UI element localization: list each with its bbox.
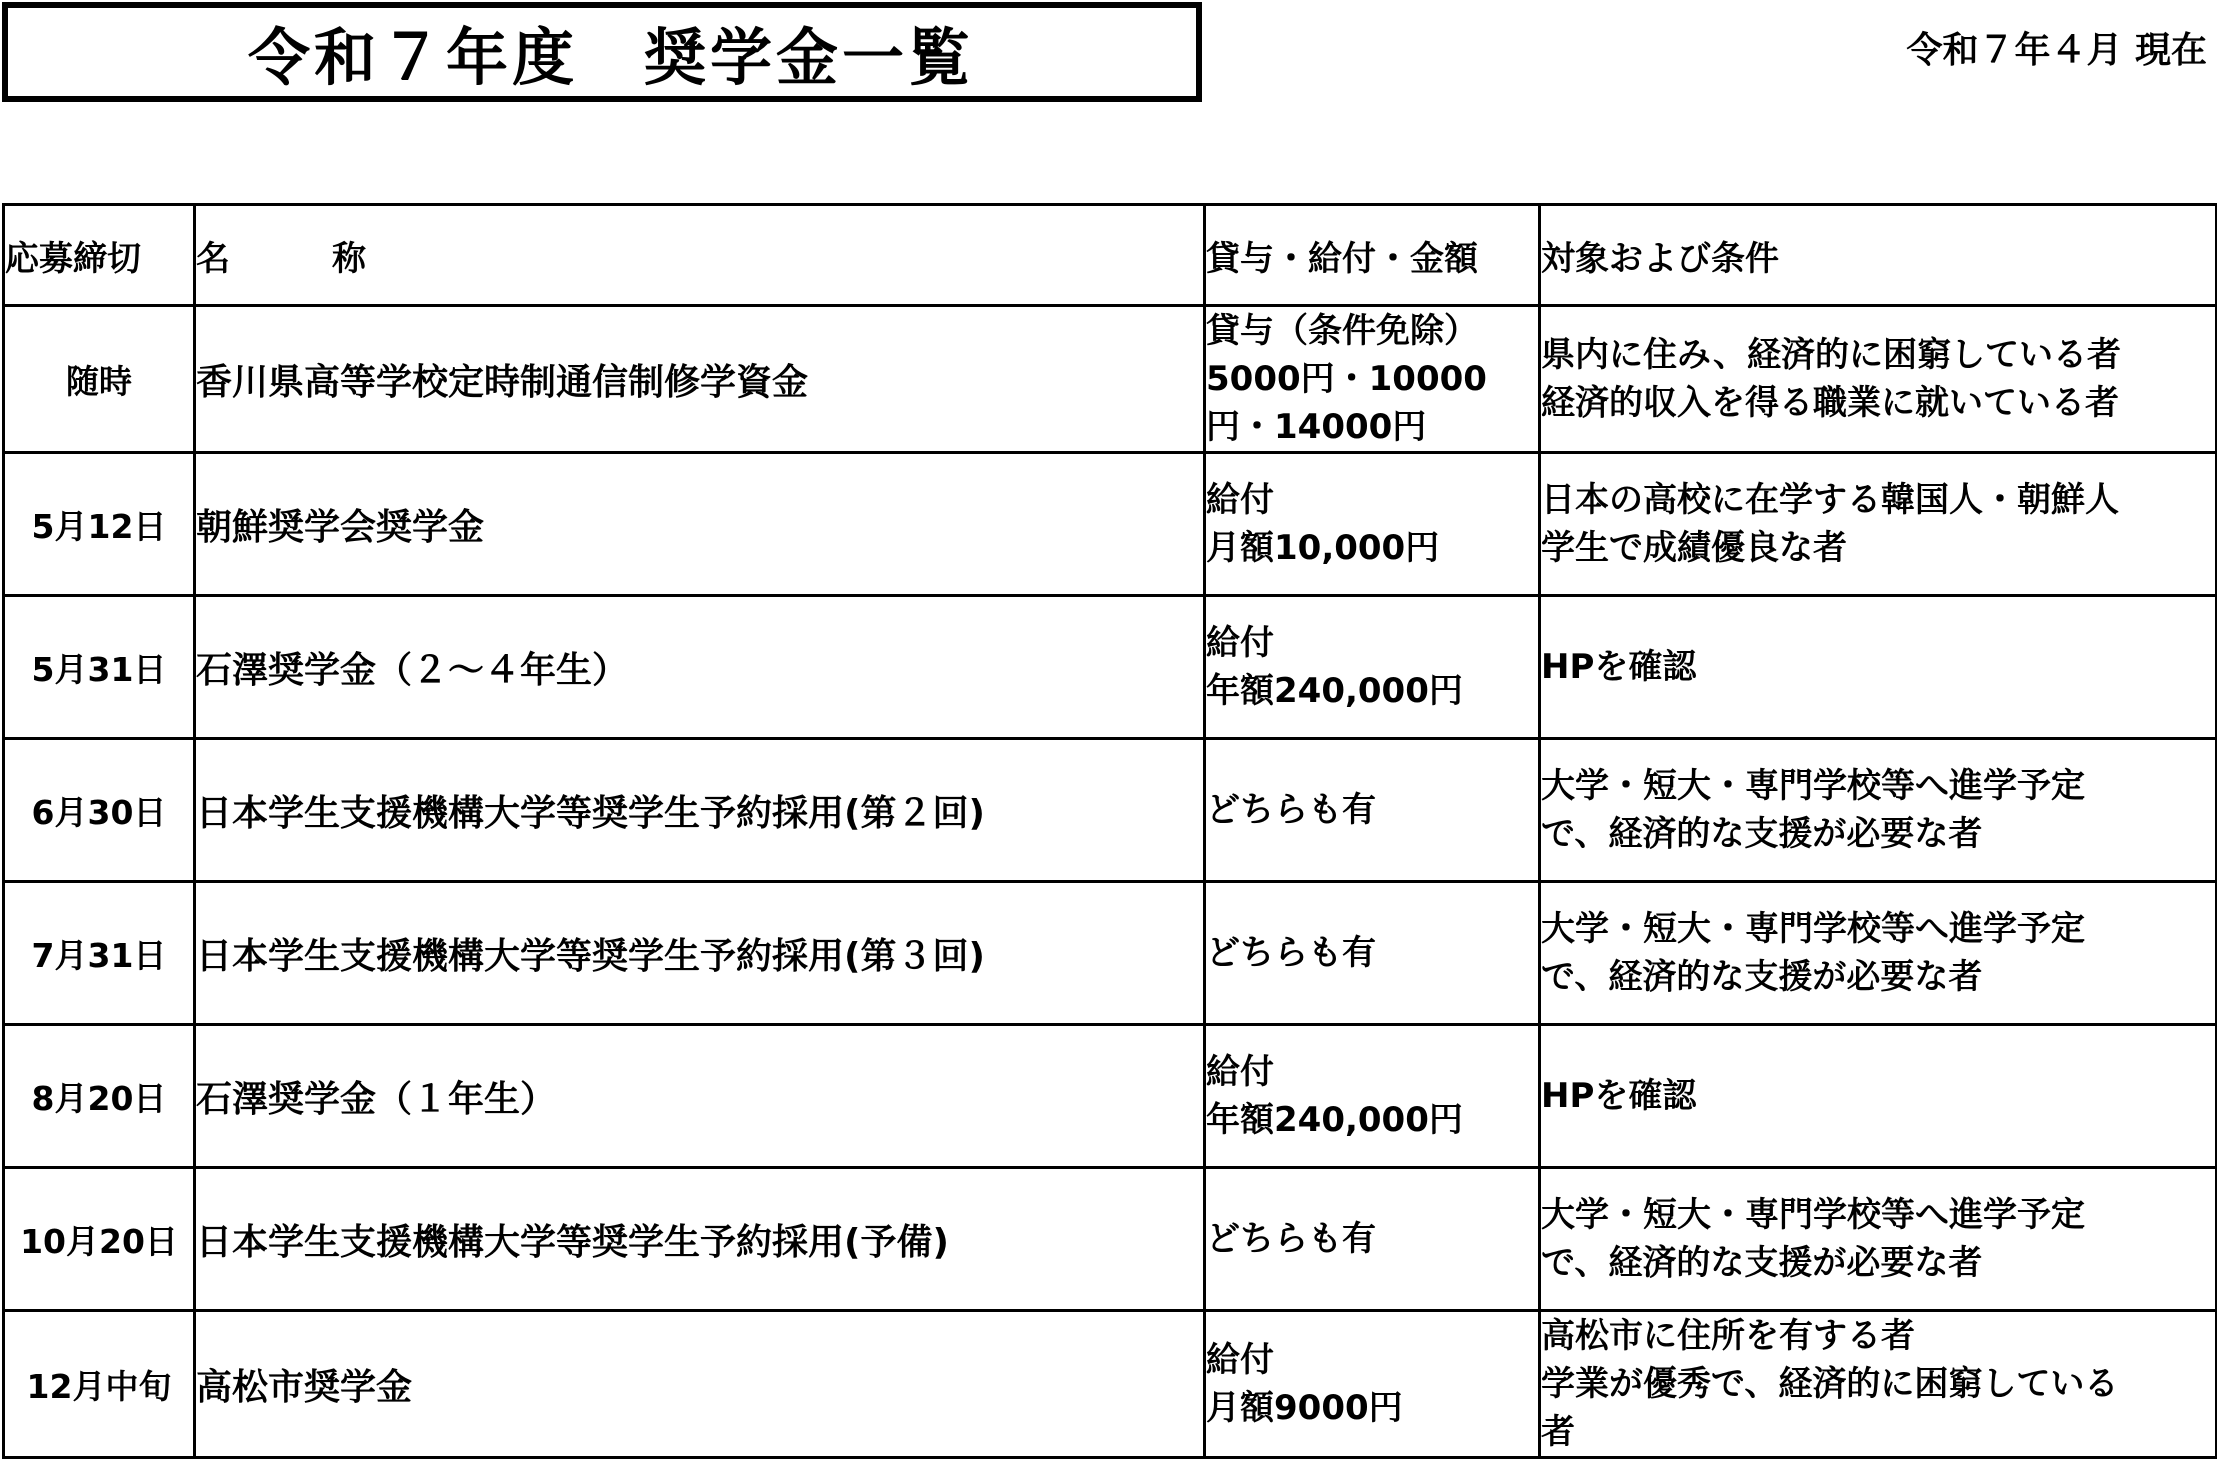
- page-title: 令和７年度 奨学金一覧: [2, 2, 1202, 102]
- amount-line: 5000円・10000: [1206, 359, 1487, 399]
- amount-cell: [1205, 1025, 1540, 1168]
- amount-cell: [1205, 1311, 1540, 1458]
- table-body: [4, 306, 2217, 1458]
- deadline-cell: 12月中旬: [4, 1311, 195, 1458]
- amount-cell: [1205, 739, 1540, 882]
- target-line: 学業が優秀で、経済的に困窮している: [1541, 1364, 2119, 1404]
- target-line: 高松市に住所を有する者: [1541, 1316, 1915, 1356]
- scholarship-name-cell: 石澤奨学金（１年生）: [195, 1025, 1205, 1168]
- table-row: [4, 453, 2217, 596]
- table-row: [4, 1025, 2217, 1168]
- amount-line: 給付: [1206, 480, 1274, 520]
- target-line: 大学・短大・専門学校等へ進学予定: [1541, 766, 2085, 806]
- column-header-deadline: 応募締切: [4, 205, 195, 306]
- target-line: 大学・短大・専門学校等へ進学予定: [1541, 909, 2085, 949]
- target-line: 者: [1541, 1412, 1575, 1452]
- target-cell: [1540, 882, 2217, 1025]
- as-of-date: 令和７年４月 現在: [1906, 30, 2207, 71]
- target-line: 大学・短大・専門学校等へ進学予定: [1541, 1195, 2085, 1235]
- amount-cell: [1205, 882, 1540, 1025]
- target-line: で、経済的な支援が必要な者: [1541, 1243, 1983, 1283]
- target-line: で、経済的な支援が必要な者: [1541, 957, 1983, 997]
- column-header-amount: 貸与・給付・金額: [1205, 205, 1540, 306]
- deadline-cell: 7月31日: [4, 882, 195, 1025]
- table-row: [4, 882, 2217, 1025]
- target-cell: [1540, 306, 2217, 453]
- amount-line: 月額10,000円: [1206, 528, 1440, 568]
- target-line: HPを確認: [1541, 1076, 1697, 1116]
- column-header-target: 対象および条件: [1540, 205, 2217, 306]
- amount-line: 年額240,000円: [1206, 671, 1463, 711]
- scholarship-name-cell: 日本学生支援機構大学等奨学生予約採用(第３回): [195, 882, 1205, 1025]
- target-cell: [1540, 739, 2217, 882]
- deadline-cell: 随時: [4, 306, 195, 453]
- amount-line: 給付: [1206, 1052, 1274, 1092]
- table-row: [4, 739, 2217, 882]
- table-row: [4, 306, 2217, 453]
- amount-line: どちらも有: [1206, 790, 1376, 830]
- deadline-cell: 6月30日: [4, 739, 195, 882]
- deadline-cell: 5月31日: [4, 596, 195, 739]
- target-line: 学生で成績優良な者: [1541, 528, 1847, 568]
- target-cell: [1540, 1025, 2217, 1168]
- column-header-name: 名 称: [195, 205, 1205, 306]
- table-row: [4, 1168, 2217, 1311]
- scholarship-name-cell: 高松市奨学金: [195, 1311, 1205, 1458]
- target-cell: [1540, 1168, 2217, 1311]
- deadline-cell: 8月20日: [4, 1025, 195, 1168]
- table-row: [4, 596, 2217, 739]
- amount-cell: [1205, 453, 1540, 596]
- amount-line: 貸与（条件免除）: [1206, 311, 1478, 351]
- target-line: HPを確認: [1541, 647, 1697, 687]
- target-cell: [1540, 1311, 2217, 1458]
- amount-line: 給付: [1206, 623, 1274, 663]
- amount-line: 月額9000円: [1206, 1388, 1403, 1428]
- target-cell: [1540, 453, 2217, 596]
- deadline-cell: 10月20日: [4, 1168, 195, 1311]
- table-header-row: [4, 205, 2217, 306]
- amount-line: どちらも有: [1206, 1219, 1376, 1259]
- deadline-cell: 5月12日: [4, 453, 195, 596]
- target-line: で、経済的な支援が必要な者: [1541, 814, 1983, 854]
- target-line: 県内に住み、経済的に困窮している者: [1541, 335, 2122, 375]
- scholarship-name-cell: 石澤奨学金（２～４年生）: [195, 596, 1205, 739]
- amount-line: 給付: [1206, 1340, 1274, 1380]
- amount-line: どちらも有: [1206, 933, 1376, 973]
- target-line: 日本の高校に在学する韓国人・朝鮮人: [1541, 480, 2119, 520]
- amount-line: 年額240,000円: [1206, 1100, 1463, 1140]
- scholarship-name-cell: 香川県高等学校定時制通信制修学資金: [195, 306, 1205, 453]
- amount-cell: [1205, 596, 1540, 739]
- amount-line: 円・14000円: [1206, 407, 1427, 447]
- target-cell: [1540, 596, 2217, 739]
- scholarship-table: [2, 203, 2217, 1459]
- scholarship-name-cell: 日本学生支援機構大学等奨学生予約採用(第２回): [195, 739, 1205, 882]
- scholarship-name-cell: 日本学生支援機構大学等奨学生予約採用(予備): [195, 1168, 1205, 1311]
- table-row: [4, 1311, 2217, 1458]
- scholarship-name-cell: 朝鮮奨学会奨学金: [195, 453, 1205, 596]
- target-line: 経済的収入を得る職業に就いている者: [1541, 383, 2119, 423]
- amount-cell: [1205, 1168, 1540, 1311]
- amount-cell: [1205, 306, 1540, 453]
